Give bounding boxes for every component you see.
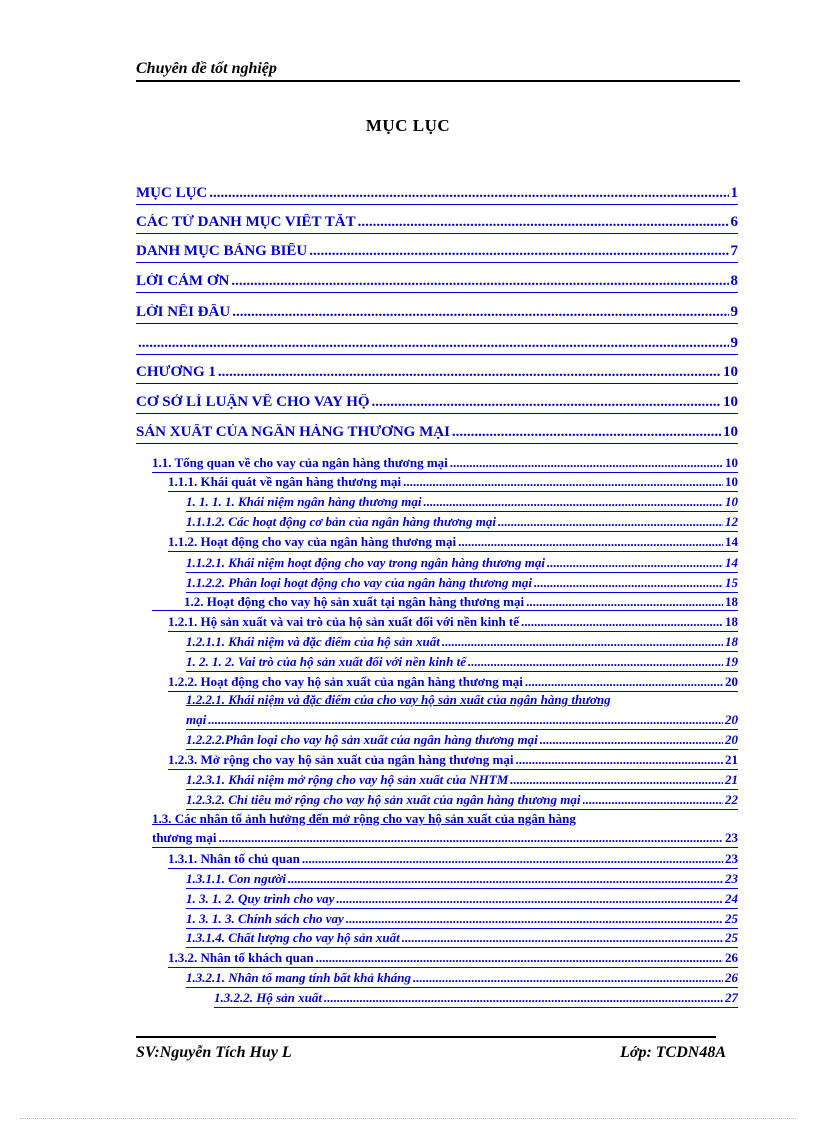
toc-entry[interactable]: 1.2.1.1. Khái niệm và đặc điểm của hộ sản xuất ..... 18 — [186, 634, 738, 652]
page-header: Chuyên đề tốt nghiệp — [136, 60, 277, 77]
toc-entry[interactable]: 1.2. Hoạt động cho vay hộ sản xuất tại ngân hàng thương mại ..... 18 — [152, 594, 738, 611]
toc-entry[interactable]: 1.1.2. Hoạt động cho vay của ngân hàng thương mại ..... 14 — [168, 534, 738, 552]
toc-entry[interactable]: SẢN XUẤT CỦA NGÂN HÀNG THƯƠNG MẠI ..... 10 — [136, 424, 738, 444]
toc-entry[interactable]: 1.1.1.2. Các hoạt động cơ bản của ngân hàng thương mại ..... 12 — [186, 514, 738, 532]
toc-entry[interactable]: 1.2.3. Mở rộng cho vay hộ sản xuất của ngân hàng thương mại ..... 21 — [168, 752, 738, 770]
toc-entry[interactable]: 1.1.1. Khái quát về ngân hàng thương mại ..... 10 — [168, 474, 738, 492]
toc-entry[interactable]: 1.2.3.2. Chỉ tiêu mở rộng cho vay hộ sản xuất của ngân hàng thương mại ..... 22 — [186, 792, 738, 810]
page-title: MỤC LỤC — [365, 116, 451, 135]
footer-rule — [136, 1036, 716, 1038]
toc-entry[interactable]: 1. 2. 1. 2. Vai trò của hộ sản xuất đối với nền kinh tế ..... 19 — [186, 654, 738, 672]
toc-entry[interactable]: DANH MỤC BẢNG BIỂU ..... 7 — [136, 243, 738, 263]
toc-entry[interactable]: 1.3.1.1. Con người ..... 23 — [186, 871, 738, 889]
toc-entry-wrap-line[interactable]: 1.3. Các nhân tố ảnh hưởng đến mở rộng cho vay hộ sản xuất của ngân hàng — [152, 811, 576, 826]
toc-entry[interactable]: ..... 9 — [136, 335, 738, 355]
toc-entry[interactable]: 1.3.2. Nhân tố khách quan ..... 26 — [168, 950, 738, 968]
toc-entry[interactable]: LỜI NỀI ĐẦU ..... 9 — [136, 304, 738, 324]
toc-entry[interactable]: 1.2.3.1. Khái niệm mở rộng cho vay hộ sản xuất của NHTM ..... 21 — [186, 772, 738, 790]
toc-entry[interactable]: 1.1.2.2. Phân loại hoạt động cho vay của ngân hàng thương mại ..... 15 — [186, 575, 738, 593]
toc-entry[interactable]: LỜI CẢM ƠN ..... 8 — [136, 273, 738, 293]
toc-entry[interactable]: 1.3.1.4. Chất lượng cho vay hộ sản xuất ..... 25 — [186, 930, 738, 948]
toc-entry-wrap-line[interactable]: 1.2.2.1. Khái niệm và đặc điểm của cho vay hộ sản xuất của ngân hàng thương — [186, 692, 611, 707]
toc-entry[interactable]: CƠ SỞ LÍ LUẬN VỀ CHO VAY HỘ ..... 10 — [136, 394, 738, 414]
toc-entry[interactable]: thương mại ..... 23 — [152, 830, 738, 848]
toc-entry[interactable]: 1.1.2.1. Khái niệm hoạt động cho vay trong ngân hàng thương mại ..... 14 — [186, 555, 738, 573]
toc-entry[interactable]: 1.2.1. Hộ sản xuất và vai trò của hộ sản xuất đối với nền kinh tế ..... 18 — [168, 614, 738, 632]
toc-entry[interactable]: 1.3.1. Nhân tố chủ quan ..... 23 — [168, 851, 738, 869]
toc-entry[interactable]: 1. 3. 1. 3. Chính sách cho vay ..... 25 — [186, 911, 738, 929]
toc-entry[interactable]: CHƯƠNG 1 ..... 10 — [136, 364, 738, 384]
toc-entry[interactable]: mại ..... 20 — [186, 712, 738, 730]
toc-entry[interactable]: 1.3.2.1. Nhân tố mang tính bất khả kháng ..... 26 — [186, 970, 738, 988]
page-edge — [20, 1118, 796, 1119]
toc-entry[interactable]: MỤC LỤC ..... 1 — [136, 185, 738, 205]
footer-class: Lớp: TCDN48A — [620, 1044, 726, 1061]
toc-entry[interactable]: CÁC TỪ DANH MỤC VIẾT TẮT ..... 6 — [136, 214, 738, 234]
toc-entry[interactable]: 1.2.2.2.Phân loại cho vay hộ sản xuất của ngân hàng thương mại ..... 20 — [186, 732, 738, 750]
toc-entry[interactable]: 1.1. Tổng quan về cho vay của ngân hàng thương mại ..... 10 — [152, 455, 738, 473]
footer-student: SV:Nguyễn Tích Huy L — [136, 1044, 292, 1061]
toc-entry[interactable]: 1.3.2.2. Hộ sản xuất ..... 27 — [214, 990, 738, 1008]
toc-entry[interactable]: 1. 3. 1. 2. Quy trình cho vay ..... 24 — [186, 891, 738, 909]
toc-entry[interactable]: 1. 1. 1. 1. Khái niệm ngân hàng thương mại ..... 10 — [186, 494, 738, 512]
toc-entry[interactable]: 1.2.2. Hoạt động cho vay hộ sản xuất của ngân hàng thương mại ..... 20 — [168, 674, 738, 692]
